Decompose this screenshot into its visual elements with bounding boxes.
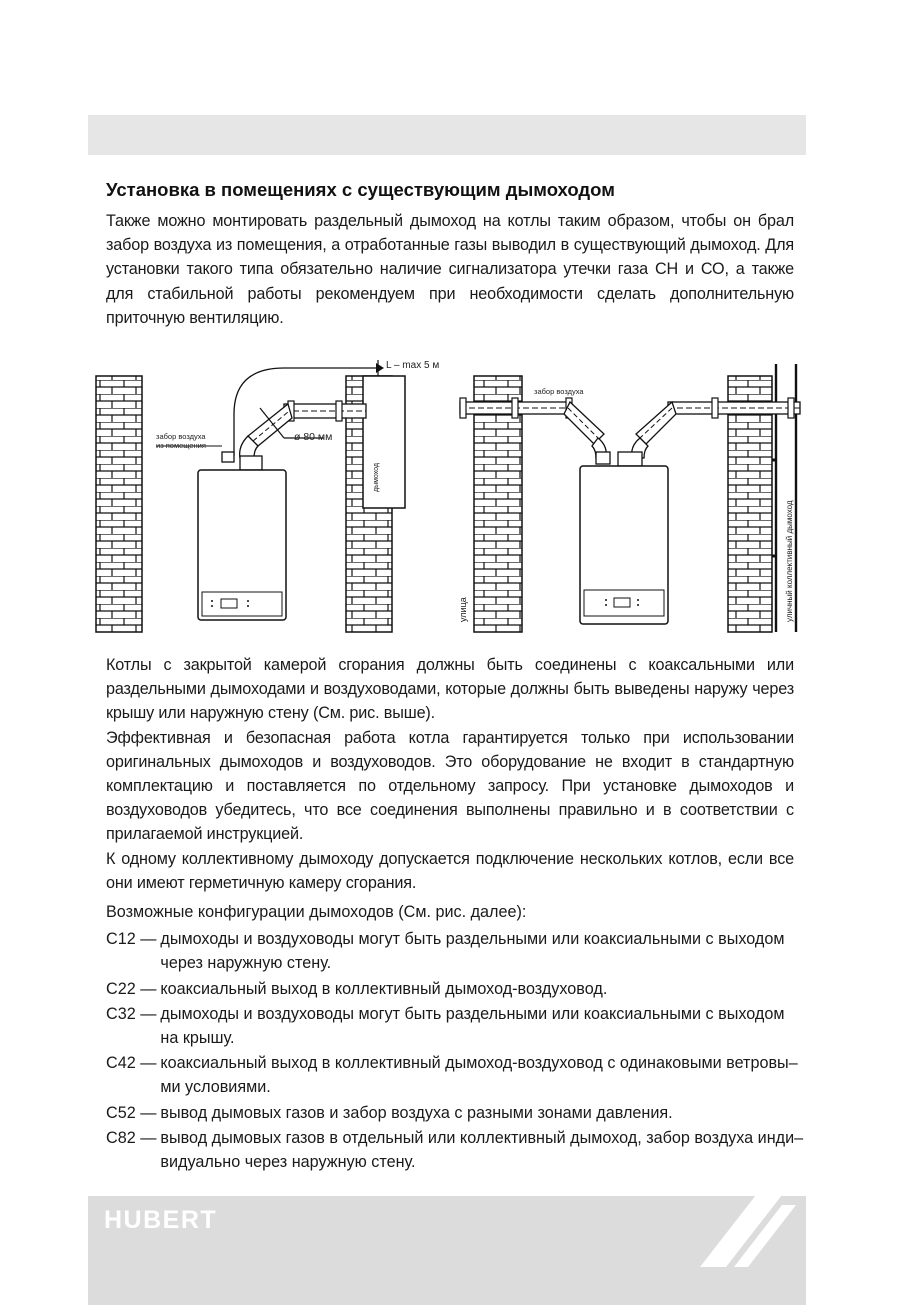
paragraph-3: К одному коллективному дымоходу допускается подключение нескольких котлов, если все они имеют герметичную камеру сгорания. (106, 849, 794, 892)
paragraph-1: Котлы с закрытой камерой сгорания должны быть соединены с коаксальными или раздельными дымоходами и воздуховодами, которые должны быть выведены наружу через крышу или наружную стену (См. рис. выше). (106, 656, 794, 723)
config-item (106, 977, 806, 1001)
config-item (106, 1051, 806, 1099)
length-label: L – max 5 м (386, 360, 440, 371)
config-code: С82 — (106, 1128, 157, 1147)
section-title: Установка в помещениях с существующим дымоходом (106, 179, 615, 200)
config-code: С52 — (106, 1103, 157, 1122)
collective-label: уличный коллективный дымоход (785, 500, 794, 622)
room-air-label-1: забор воздуха (156, 432, 206, 441)
config-item (106, 1126, 806, 1174)
left-wall (96, 376, 142, 632)
config-text: дымоходы и воздуховоды могут быть раздельными или коаксиальными с выходом на крышу. (160, 1004, 785, 1048)
street-label: улица (458, 597, 468, 622)
paragraph-2: Эффективная и безопасная работа котла гарантируется только при использовании оригинальных дымоходов и воздуховодов. Это оборудование не входит в стандартную комплектацию и поставляется по отдельному запросу. При установке дымоходов и воздуховодов убедитесь, что все соединения выполнены правильно и в соответствии с прилагаемой инструкцией. (106, 728, 794, 844)
config-code: С42 — (106, 1054, 157, 1073)
chimney-label: дымоход (373, 463, 380, 492)
intro-paragraph (106, 209, 794, 330)
main-paragraphs (106, 653, 794, 895)
config-code: С12 — (106, 930, 157, 949)
chimney-shaft (363, 376, 405, 508)
installation-diagram (88, 352, 810, 642)
config-code: С32 — (106, 1004, 157, 1023)
config-item (106, 1101, 806, 1125)
installation-figure (88, 352, 810, 642)
config-item (106, 927, 806, 975)
brand-logo: HUBERT (104, 1206, 218, 1234)
room-air-label-2: из помещения (156, 441, 206, 450)
header-band (88, 115, 806, 155)
intro-text: Также можно монтировать раздельный дымоход на котлы таким образом, чтобы он брал забор воздуха из помещения, а отработанные газы выводил в существующий дымоход. Для установки такого типа обязательно наличие сигнализатора утечки газа СН и СО, а также для стабильной работы рекомендуем при необходимости сделать дополнительную приточную вентиляцию. (106, 212, 794, 327)
config-text: дымоходы и воздуховоды могут быть раздельными или коаксиальными с выходом через наружную стену. (160, 930, 785, 973)
config-item (106, 1002, 806, 1050)
diameter-label: ø 80 мм (294, 431, 333, 443)
air-intake-label: забор воздуха (534, 387, 584, 396)
config-text: коаксиальный выход в коллективный дымоход-воздуховод. (160, 979, 608, 998)
config-text: вывод дымовых газов и забор воздуха с разными зонами давления. (160, 1103, 673, 1122)
decorative-stripes (696, 1177, 796, 1267)
config-text: коаксиальный выход в коллективный дымоход-воздуховод с одинаковыми ветровы– ми условиями. (160, 1054, 798, 1097)
config-list (106, 900, 806, 1175)
config-text: вывод дымовых газов в отдельный или коллективный дымоход, забор воздуха инди– видуально через наружную стену. (160, 1128, 804, 1172)
config-code: С22 — (106, 979, 157, 998)
configs-heading: Возможные конфигурации дымоходов (См. рис. далее): (106, 903, 527, 921)
